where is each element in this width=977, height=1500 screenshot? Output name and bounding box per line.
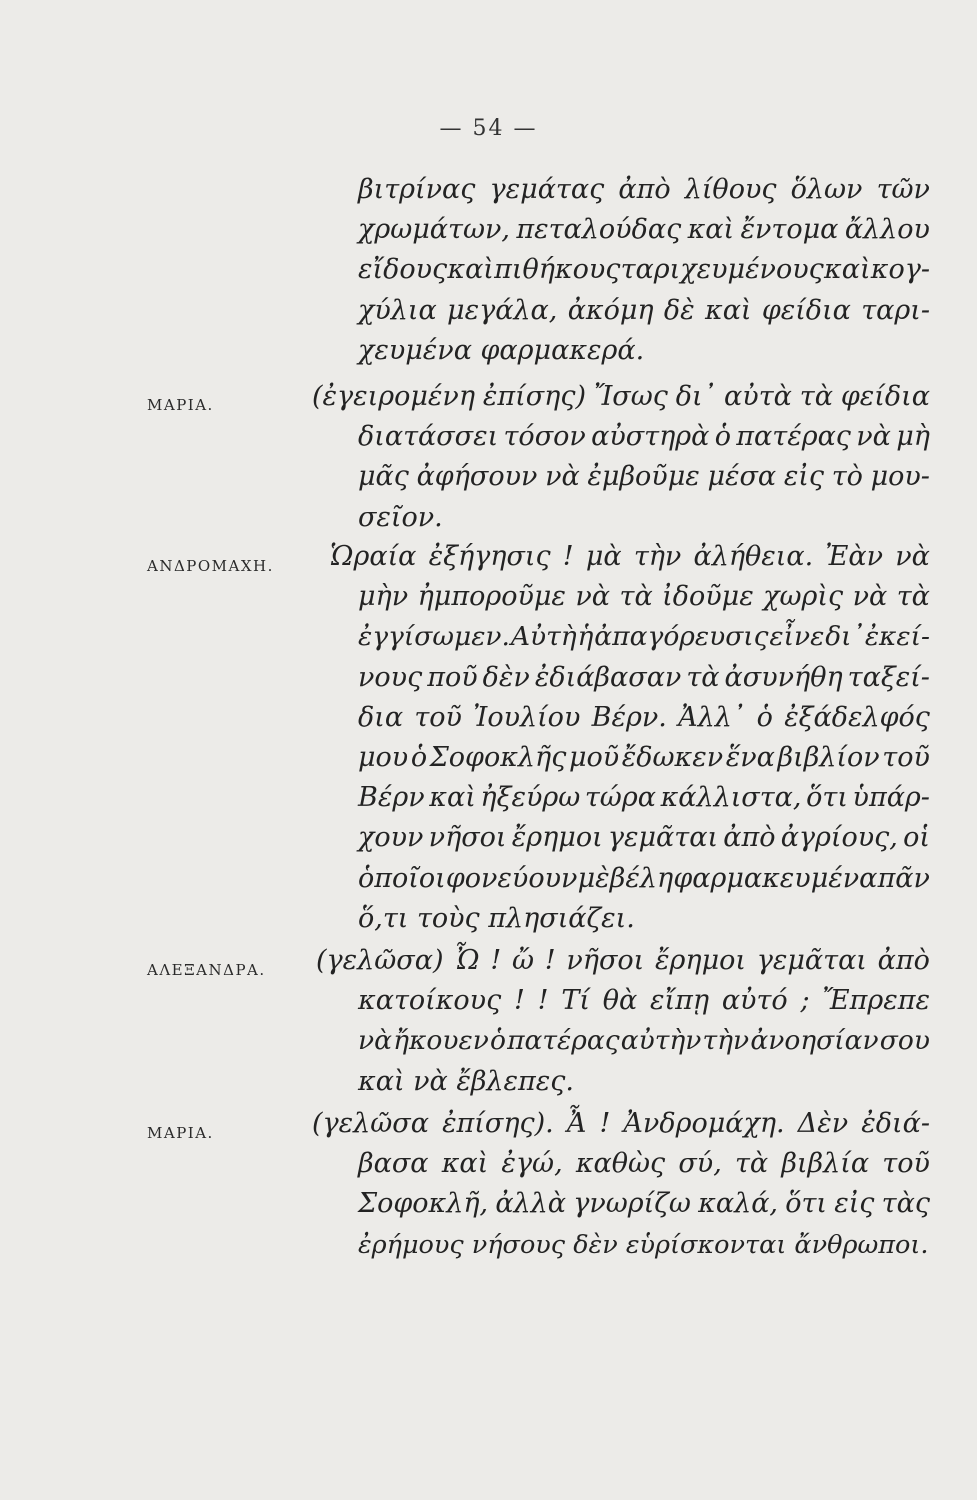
- text-line: σεῖον.: [358, 501, 443, 533]
- text-line: Ὡραία ἐξήγησις ! μὰ τὴν ἀλήθεια. Ἐὰν νὰ: [330, 541, 930, 572]
- speech-maria-1: [312, 377, 930, 538]
- text-line: κατοίκους ! ! Τί θὰ εἴπῃ αὐτό ; Ἔπρεπε: [358, 985, 930, 1017]
- speaker-label: ΜΑΡΙΑ.: [147, 1124, 214, 1142]
- text-line: μᾶς ἀφήσουν νὰ ἐμβοῦμε μέσα εἰς τὸ μου-: [358, 461, 930, 493]
- text-line: χρωμάτων, πεταλούδας καὶ ἔντομα ἄλλου: [358, 214, 930, 246]
- text-line: βασα καὶ ἐγώ, καθὼς σύ, τὰ βιβλία τοῦ: [358, 1148, 930, 1180]
- speaker-label: ΑΝΔΡΟΜΑΧΗ.: [147, 557, 274, 575]
- text-line: δια τοῦ Ἰουλίου Βέρν. Ἀλλ᾽ ὁ ἐξάδελφός: [358, 701, 930, 733]
- text-line: (γελῶσα ἐπίσης). Ἆ ! Ἀνδρομάχη. Δὲν ἐδιά-: [312, 1108, 930, 1139]
- speaker-label: ΜΑΡΙΑ.: [147, 396, 214, 414]
- text-line: εἴδους καὶ πιθήκους ταριχευμένους καὶ κογ-: [358, 254, 930, 286]
- speech-andromache: [330, 537, 930, 939]
- text-line: βιτρίνας γεμάτας ἀπὸ λίθους ὅλων τῶν: [358, 174, 930, 205]
- intro-paragraph: [358, 170, 930, 371]
- text-line: μου ὁ Σοφοκλῆς μοῦ ἔδωκεν ἕνα βιβλίον τοῦ: [358, 741, 930, 773]
- speech-alexandra: [316, 941, 930, 1102]
- text-line: ἐγγίσωμεν. Αὐτὴ ἡ ἀπαγόρευσις εἶνε δι᾽ἐκεί-: [358, 621, 930, 653]
- text-line: χύλια μεγάλα, ἀκόμη δὲ καὶ φείδια ταρι-: [358, 294, 930, 326]
- text-line: νους ποῦ δὲν ἐδιάβασαν τὰ ἀσυνήθη ταξεί-: [358, 661, 930, 693]
- text-line: διατάσσει τόσον αὐστηρὰ ὁ πατέρας νὰ μὴ: [358, 421, 930, 453]
- text-line: ὁποῖοι φονεύουν μὲ βέλη φαρμακευμένα πᾶν: [358, 862, 930, 894]
- text-line: νὰ ἤκουεν ὁ πατέρας αὐτὴν τὴν ἀνοησίαν σου: [358, 1025, 930, 1057]
- text-line: καὶ νὰ ἔβλεπες.: [358, 1065, 574, 1097]
- text-line: (ἐγειρομένη ἐπίσης) Ἴσως δι᾽ αὐτὰ τὰ φείδια: [312, 381, 930, 412]
- text-line: Σοφοκλῆ, ἀλλὰ γνωρίζω καλά, ὅτι εἰς τὰς: [358, 1188, 930, 1220]
- text-line: χευμένα φαρμακερά.: [358, 334, 645, 366]
- text-line: ἐρήμους νήσους δὲν εὑρίσκονται ἄνθρωποι.: [358, 1229, 929, 1260]
- text-line: (γελῶσα) Ὦ ! ὤ ! νῆσοι ἔρημοι γεμᾶται ἀπὸ: [316, 945, 930, 976]
- text-line: χουν νῆσοι ἔρημοι γεμᾶται ἀπὸ ἀγρίους, οἱ: [358, 822, 930, 854]
- speech-maria-2: [312, 1104, 930, 1265]
- text-line: ὅ,τι τοὺς πλησιάζει.: [358, 902, 635, 934]
- speaker-label: ΑΛΕΞΑΝΔΡΑ.: [147, 961, 266, 979]
- text-line: Βέρν καὶ ἠξεύρω τώρα κάλλιστα, ὅτι ὑπάρ-: [358, 782, 930, 814]
- text-line: μὴν ἠμποροῦμε νὰ τὰ ἰδοῦμε χωρὶς νὰ τὰ: [358, 581, 930, 613]
- page-number: — 54 —: [439, 116, 538, 141]
